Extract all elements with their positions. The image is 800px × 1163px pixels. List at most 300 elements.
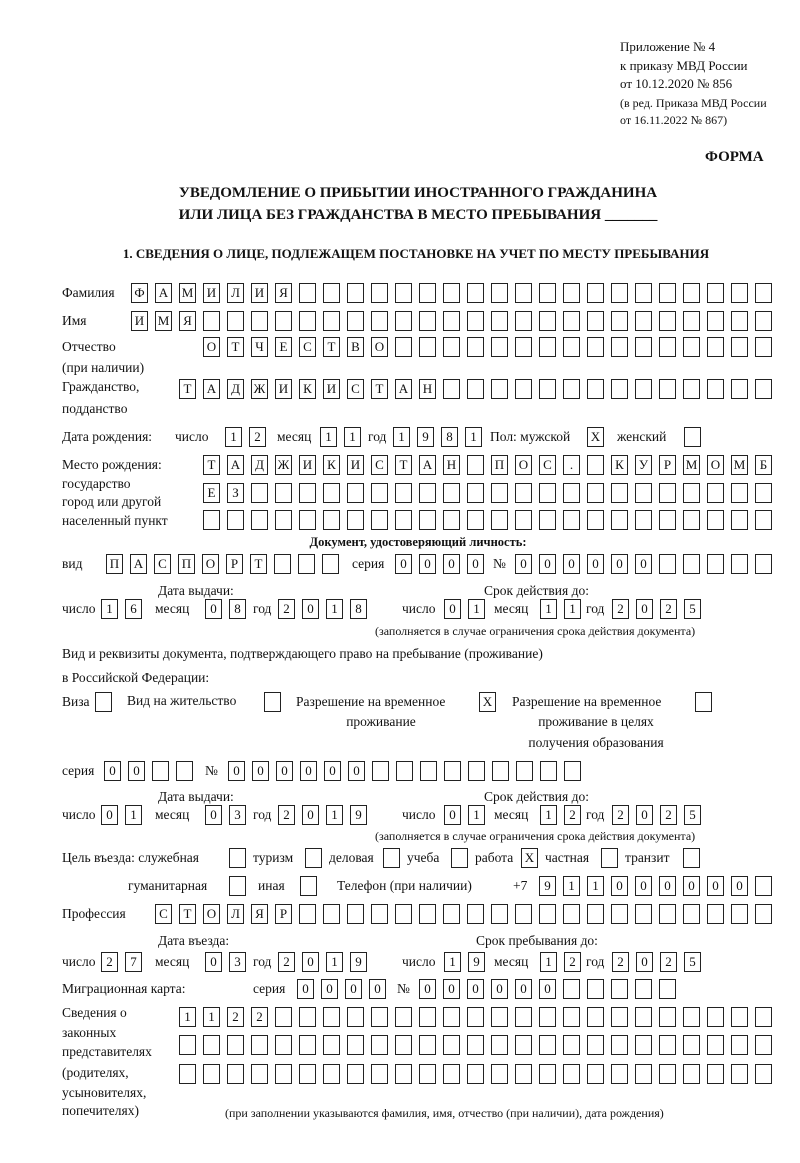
char-box[interactable] [491, 1035, 508, 1055]
char-box[interactable] [539, 510, 556, 530]
char-box[interactable]: Т [203, 455, 220, 475]
char-box[interactable] [227, 1064, 244, 1084]
char-box[interactable]: 1 [101, 599, 118, 619]
char-box[interactable]: 1 [179, 1007, 196, 1027]
char-box[interactable]: Е [275, 337, 292, 357]
id-valid-year-field[interactable] [612, 599, 701, 620]
char-box[interactable]: 2 [251, 1007, 268, 1027]
char-box[interactable]: 2 [612, 599, 629, 619]
char-box[interactable]: X [479, 692, 496, 712]
sex-female-checkbox[interactable] [684, 427, 701, 448]
char-box[interactable]: Б [755, 455, 772, 475]
char-box[interactable] [347, 311, 364, 331]
char-box[interactable] [491, 311, 508, 331]
char-box[interactable] [539, 483, 556, 503]
char-box[interactable]: 0 [467, 979, 484, 999]
char-box[interactable] [451, 848, 468, 868]
char-box[interactable]: 2 [278, 952, 295, 972]
char-box[interactable] [179, 1035, 196, 1055]
char-box[interactable] [395, 311, 412, 331]
char-box[interactable] [443, 379, 460, 399]
trp-edu-checkbox[interactable] [695, 692, 712, 713]
stay-until-month-field[interactable] [540, 952, 581, 973]
char-box[interactable] [731, 379, 748, 399]
char-box[interactable] [731, 1007, 748, 1027]
char-box[interactable] [323, 1035, 340, 1055]
char-box[interactable]: Ж [251, 379, 268, 399]
char-box[interactable] [755, 311, 772, 331]
char-box[interactable] [635, 904, 652, 924]
birth-day-field[interactable] [225, 427, 266, 448]
char-box[interactable]: 0 [302, 599, 319, 619]
char-box[interactable] [443, 510, 460, 530]
char-box[interactable] [371, 510, 388, 530]
purpose-private-checkbox[interactable] [601, 848, 618, 869]
char-box[interactable]: Д [251, 455, 268, 475]
char-box[interactable] [635, 1035, 652, 1055]
char-box[interactable] [731, 483, 748, 503]
char-box[interactable]: 2 [660, 952, 677, 972]
char-box[interactable] [587, 1035, 604, 1055]
char-box[interactable]: П [491, 455, 508, 475]
char-box[interactable] [755, 337, 772, 357]
char-box[interactable] [299, 1007, 316, 1027]
char-box[interactable]: 0 [539, 554, 556, 574]
char-box[interactable]: Т [323, 337, 340, 357]
char-box[interactable]: 1 [444, 952, 461, 972]
char-box[interactable]: 0 [104, 761, 121, 781]
char-box[interactable] [587, 379, 604, 399]
char-box[interactable] [467, 1007, 484, 1027]
char-box[interactable] [251, 510, 268, 530]
char-box[interactable] [601, 848, 618, 868]
char-box[interactable] [275, 510, 292, 530]
char-box[interactable]: 2 [101, 952, 118, 972]
char-box[interactable] [395, 510, 412, 530]
char-box[interactable] [539, 1007, 556, 1027]
entry-year-field[interactable] [278, 952, 367, 973]
char-box[interactable] [491, 1007, 508, 1027]
char-box[interactable] [419, 483, 436, 503]
char-box[interactable] [371, 904, 388, 924]
phone-field[interactable] [539, 876, 772, 897]
purpose-study-checkbox[interactable] [451, 848, 468, 869]
char-box[interactable]: X [521, 848, 538, 868]
char-box[interactable] [563, 1007, 580, 1027]
char-box[interactable] [755, 483, 772, 503]
char-box[interactable]: С [347, 379, 364, 399]
stay-until-year-field[interactable] [612, 952, 701, 973]
birth-month-field[interactable] [320, 427, 361, 448]
char-box[interactable]: 0 [444, 599, 461, 619]
char-box[interactable] [251, 1035, 268, 1055]
char-box[interactable] [515, 1035, 532, 1055]
char-box[interactable]: 0 [321, 979, 338, 999]
char-box[interactable] [372, 761, 389, 781]
birth-year-field[interactable] [393, 427, 482, 448]
char-box[interactable]: М [683, 455, 700, 475]
entry-month-field[interactable] [205, 952, 246, 973]
char-box[interactable]: З [227, 483, 244, 503]
char-box[interactable]: М [155, 311, 172, 331]
char-box[interactable]: О [202, 554, 219, 574]
char-box[interactable] [587, 1007, 604, 1027]
char-box[interactable]: 0 [205, 952, 222, 972]
char-box[interactable]: 0 [731, 876, 748, 896]
char-box[interactable] [491, 1064, 508, 1084]
profession-field[interactable] [155, 904, 772, 925]
char-box[interactable] [395, 1064, 412, 1084]
char-box[interactable] [539, 904, 556, 924]
char-box[interactable]: К [299, 379, 316, 399]
char-box[interactable]: 0 [101, 805, 118, 825]
char-box[interactable] [707, 904, 724, 924]
char-box[interactable] [264, 692, 281, 712]
char-box[interactable] [203, 1064, 220, 1084]
stay-until-day-field[interactable] [444, 952, 485, 973]
char-box[interactable] [635, 283, 652, 303]
char-box[interactable]: П [178, 554, 195, 574]
char-box[interactable] [611, 1007, 628, 1027]
char-box[interactable] [443, 904, 460, 924]
char-box[interactable] [707, 554, 724, 574]
char-box[interactable]: 1 [225, 427, 242, 447]
char-box[interactable] [305, 848, 322, 868]
char-box[interactable] [251, 1064, 268, 1084]
residence-checkbox[interactable] [264, 692, 281, 713]
purpose-business-checkbox[interactable] [383, 848, 400, 869]
char-box[interactable] [683, 848, 700, 868]
char-box[interactable] [515, 510, 532, 530]
surname-field[interactable] [131, 283, 772, 304]
char-box[interactable]: 1 [326, 599, 343, 619]
char-box[interactable] [755, 904, 772, 924]
char-box[interactable]: Я [275, 283, 292, 303]
birthplace-field-2[interactable] [203, 483, 772, 504]
char-box[interactable]: 1 [564, 599, 581, 619]
char-box[interactable] [635, 1064, 652, 1084]
char-box[interactable] [659, 510, 676, 530]
char-box[interactable] [587, 337, 604, 357]
char-box[interactable] [419, 283, 436, 303]
char-box[interactable] [347, 1007, 364, 1027]
char-box[interactable] [659, 1064, 676, 1084]
char-box[interactable] [635, 379, 652, 399]
char-box[interactable]: 1 [320, 427, 337, 447]
char-box[interactable] [683, 311, 700, 331]
char-box[interactable]: 2 [660, 805, 677, 825]
char-box[interactable] [611, 283, 628, 303]
char-box[interactable]: В [347, 337, 364, 357]
char-box[interactable]: С [154, 554, 171, 574]
char-box[interactable]: 0 [205, 805, 222, 825]
char-box[interactable]: 1 [468, 805, 485, 825]
citizenship-field[interactable] [179, 379, 772, 400]
char-box[interactable] [251, 311, 268, 331]
purpose-tourism-checkbox[interactable] [305, 848, 322, 869]
char-box[interactable]: Ч [251, 337, 268, 357]
char-box[interactable] [731, 311, 748, 331]
char-box[interactable]: 0 [611, 876, 628, 896]
char-box[interactable] [516, 761, 533, 781]
char-box[interactable]: 9 [468, 952, 485, 972]
char-box[interactable]: Я [179, 311, 196, 331]
char-box[interactable]: 0 [611, 554, 628, 574]
char-box[interactable]: 1 [468, 599, 485, 619]
char-box[interactable]: 0 [324, 761, 341, 781]
char-box[interactable] [755, 510, 772, 530]
char-box[interactable] [707, 283, 724, 303]
char-box[interactable]: 0 [228, 761, 245, 781]
char-box[interactable]: 0 [443, 554, 460, 574]
char-box[interactable]: 5 [684, 952, 701, 972]
stay-issue-year-field[interactable] [278, 805, 367, 826]
char-box[interactable] [467, 510, 484, 530]
char-box[interactable] [443, 1064, 460, 1084]
char-box[interactable]: Ж [275, 455, 292, 475]
representatives-field-3[interactable] [179, 1064, 772, 1085]
char-box[interactable]: 0 [635, 554, 652, 574]
char-box[interactable]: 5 [684, 805, 701, 825]
char-box[interactable] [707, 1035, 724, 1055]
purpose-humanitarian-checkbox[interactable] [229, 876, 246, 897]
char-box[interactable] [323, 283, 340, 303]
char-box[interactable]: М [179, 283, 196, 303]
char-box[interactable] [227, 510, 244, 530]
char-box[interactable]: К [323, 455, 340, 475]
char-box[interactable] [587, 904, 604, 924]
char-box[interactable] [299, 1035, 316, 1055]
stay-issue-month-field[interactable] [205, 805, 246, 826]
char-box[interactable] [564, 761, 581, 781]
char-box[interactable] [419, 904, 436, 924]
char-box[interactable] [491, 337, 508, 357]
char-box[interactable]: А [419, 455, 436, 475]
char-box[interactable] [347, 483, 364, 503]
stay-issue-day-field[interactable] [101, 805, 142, 826]
char-box[interactable]: Р [226, 554, 243, 574]
char-box[interactable] [635, 311, 652, 331]
char-box[interactable]: И [323, 379, 340, 399]
char-box[interactable] [659, 311, 676, 331]
char-box[interactable] [383, 848, 400, 868]
char-box[interactable] [227, 311, 244, 331]
mc-number-field[interactable] [419, 979, 676, 1000]
char-box[interactable]: X [587, 427, 604, 447]
char-box[interactable]: 0 [683, 876, 700, 896]
char-box[interactable] [515, 904, 532, 924]
char-box[interactable]: О [203, 904, 220, 924]
char-box[interactable]: 0 [205, 599, 222, 619]
char-box[interactable]: 1 [563, 876, 580, 896]
char-box[interactable] [419, 337, 436, 357]
char-box[interactable] [395, 904, 412, 924]
char-box[interactable] [300, 876, 317, 896]
char-box[interactable] [659, 283, 676, 303]
char-box[interactable] [515, 1007, 532, 1027]
char-box[interactable]: 0 [539, 979, 556, 999]
char-box[interactable] [467, 283, 484, 303]
char-box[interactable] [731, 554, 748, 574]
char-box[interactable] [563, 1035, 580, 1055]
char-box[interactable] [419, 510, 436, 530]
char-box[interactable] [684, 427, 701, 447]
char-box[interactable]: 3 [229, 952, 246, 972]
char-box[interactable] [683, 1064, 700, 1084]
char-box[interactable] [515, 1064, 532, 1084]
char-box[interactable] [395, 483, 412, 503]
char-box[interactable]: 0 [563, 554, 580, 574]
char-box[interactable]: 0 [419, 554, 436, 574]
char-box[interactable] [371, 311, 388, 331]
char-box[interactable]: К [611, 455, 628, 475]
char-box[interactable] [152, 761, 169, 781]
char-box[interactable]: О [203, 337, 220, 357]
id-issue-day-field[interactable] [101, 599, 142, 620]
char-box[interactable]: 0 [302, 952, 319, 972]
char-box[interactable]: С [299, 337, 316, 357]
char-box[interactable]: 0 [467, 554, 484, 574]
char-box[interactable] [563, 904, 580, 924]
char-box[interactable] [755, 379, 772, 399]
char-box[interactable]: О [707, 455, 724, 475]
char-box[interactable] [347, 510, 364, 530]
char-box[interactable] [563, 1064, 580, 1084]
char-box[interactable] [419, 1007, 436, 1027]
char-box[interactable] [611, 337, 628, 357]
char-box[interactable]: 8 [350, 599, 367, 619]
char-box[interactable]: 2 [278, 805, 295, 825]
char-box[interactable] [420, 761, 437, 781]
char-box[interactable] [275, 483, 292, 503]
char-box[interactable] [179, 1064, 196, 1084]
mc-series-field[interactable] [297, 979, 386, 1000]
stay-series-field[interactable] [104, 761, 193, 782]
char-box[interactable] [683, 1035, 700, 1055]
char-box[interactable]: 1 [326, 952, 343, 972]
representatives-field-2[interactable] [179, 1035, 772, 1056]
char-box[interactable] [587, 455, 604, 475]
char-box[interactable]: Л [227, 904, 244, 924]
id-issue-month-field[interactable] [205, 599, 246, 620]
char-box[interactable]: И [203, 283, 220, 303]
char-box[interactable] [683, 1007, 700, 1027]
char-box[interactable] [323, 311, 340, 331]
char-box[interactable] [299, 311, 316, 331]
char-box[interactable] [323, 1007, 340, 1027]
char-box[interactable]: И [299, 455, 316, 475]
char-box[interactable]: 0 [348, 761, 365, 781]
char-box[interactable] [515, 283, 532, 303]
char-box[interactable] [491, 379, 508, 399]
name-field[interactable] [131, 311, 772, 332]
char-box[interactable] [347, 904, 364, 924]
char-box[interactable]: 8 [441, 427, 458, 447]
char-box[interactable] [443, 283, 460, 303]
char-box[interactable] [707, 379, 724, 399]
char-box[interactable] [229, 876, 246, 896]
char-box[interactable] [299, 510, 316, 530]
char-box[interactable]: 9 [350, 952, 367, 972]
char-box[interactable] [755, 876, 772, 896]
char-box[interactable] [395, 337, 412, 357]
char-box[interactable]: И [131, 311, 148, 331]
char-box[interactable] [659, 554, 676, 574]
char-box[interactable] [467, 455, 484, 475]
char-box[interactable]: Т [179, 904, 196, 924]
char-box[interactable] [659, 904, 676, 924]
id-issue-year-field[interactable] [278, 599, 367, 620]
char-box[interactable] [539, 283, 556, 303]
char-box[interactable]: 1 [540, 805, 557, 825]
char-box[interactable]: О [515, 455, 532, 475]
char-box[interactable] [731, 337, 748, 357]
trp-checkbox[interactable] [479, 692, 496, 713]
char-box[interactable]: 0 [636, 952, 653, 972]
char-box[interactable]: 7 [125, 952, 142, 972]
char-box[interactable]: Т [179, 379, 196, 399]
char-box[interactable] [707, 337, 724, 357]
char-box[interactable] [203, 510, 220, 530]
char-box[interactable] [611, 904, 628, 924]
char-box[interactable] [467, 311, 484, 331]
char-box[interactable]: У [635, 455, 652, 475]
char-box[interactable] [731, 283, 748, 303]
char-box[interactable] [659, 483, 676, 503]
char-box[interactable] [298, 554, 315, 574]
char-box[interactable] [443, 1035, 460, 1055]
purpose-other-checkbox[interactable] [300, 876, 317, 897]
char-box[interactable] [731, 510, 748, 530]
char-box[interactable]: . [563, 455, 580, 475]
stay-number-field[interactable] [228, 761, 581, 782]
char-box[interactable] [683, 554, 700, 574]
char-box[interactable] [755, 554, 772, 574]
patronymic-field[interactable] [203, 337, 772, 358]
char-box[interactable] [299, 283, 316, 303]
char-box[interactable]: 1 [540, 952, 557, 972]
char-box[interactable] [707, 1007, 724, 1027]
char-box[interactable] [611, 483, 628, 503]
char-box[interactable]: 0 [587, 554, 604, 574]
char-box[interactable]: Т [395, 455, 412, 475]
char-box[interactable]: Е [203, 483, 220, 503]
char-box[interactable] [299, 483, 316, 503]
char-box[interactable] [539, 379, 556, 399]
char-box[interactable] [731, 1035, 748, 1055]
char-box[interactable] [323, 1064, 340, 1084]
char-box[interactable] [347, 283, 364, 303]
char-box[interactable] [695, 692, 712, 712]
stay-valid-year-field[interactable] [612, 805, 701, 826]
char-box[interactable] [419, 311, 436, 331]
char-box[interactable] [587, 311, 604, 331]
char-box[interactable]: П [106, 554, 123, 574]
char-box[interactable]: 0 [302, 805, 319, 825]
char-box[interactable] [635, 979, 652, 999]
char-box[interactable] [491, 483, 508, 503]
char-box[interactable]: С [539, 455, 556, 475]
char-box[interactable]: 2 [278, 599, 295, 619]
char-box[interactable] [371, 1007, 388, 1027]
char-box[interactable] [299, 904, 316, 924]
char-box[interactable] [539, 337, 556, 357]
char-box[interactable] [299, 1064, 316, 1084]
char-box[interactable]: 0 [345, 979, 362, 999]
char-box[interactable] [443, 483, 460, 503]
sex-male-checkbox[interactable] [587, 427, 604, 448]
char-box[interactable]: А [227, 455, 244, 475]
